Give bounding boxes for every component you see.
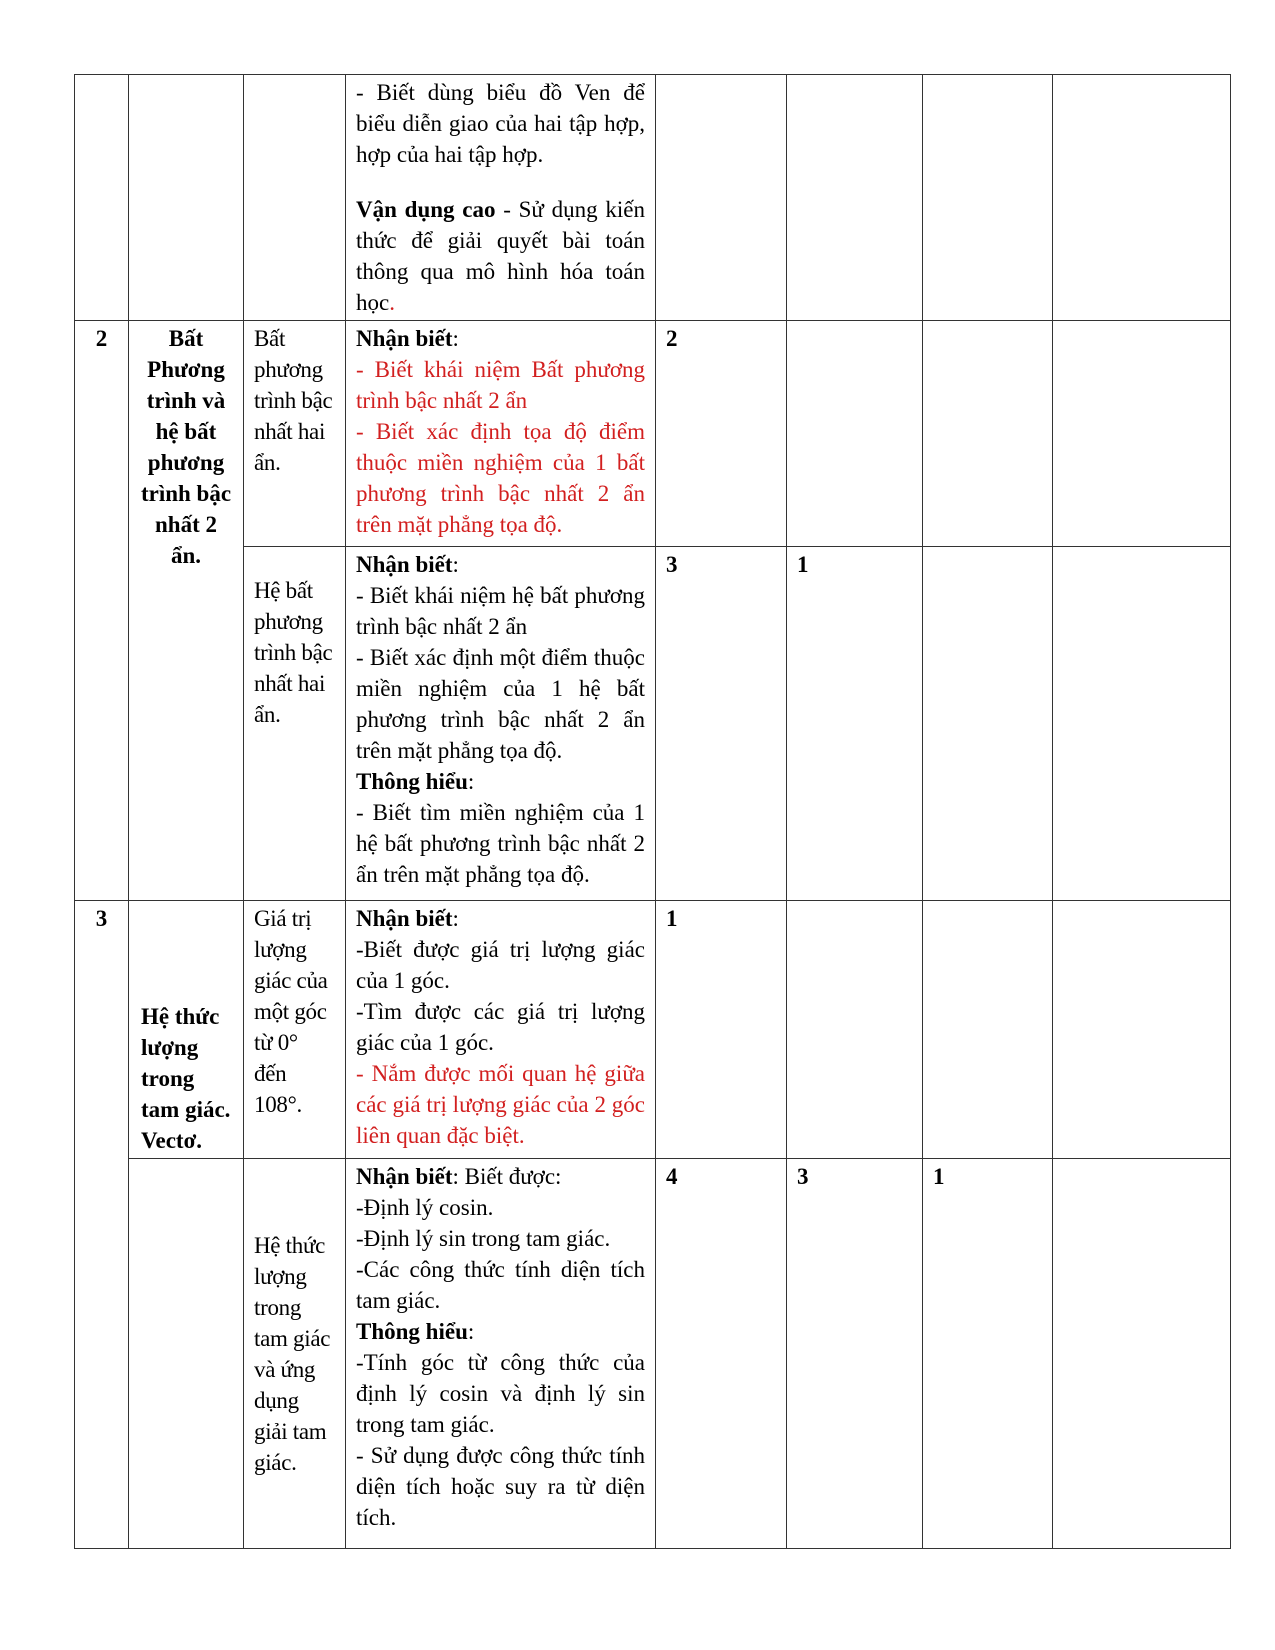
content-line: -Tìm được các giá trị lượng giác của 1 góc. xyxy=(356,999,645,1055)
level-label: Nhận biết xyxy=(356,1164,453,1189)
level-label: Thông hiểu xyxy=(356,1319,468,1344)
count-van-dung xyxy=(923,901,1053,1159)
content-cell xyxy=(346,547,656,901)
content-line: - Biết khái niệm Bất phương trình bậc nhất 2 ẩn xyxy=(356,357,645,413)
content-line: - Biết dùng biểu đồ Ven để biểu diễn giao của hai tập hợp, hợp của hai tập hợp. xyxy=(356,80,645,167)
topic-cell xyxy=(129,1159,244,1549)
table-row xyxy=(75,547,1231,901)
count-cell xyxy=(787,75,923,321)
count-nhan-biet: 1 xyxy=(656,901,787,1159)
unit-cell xyxy=(244,75,346,321)
content-cell xyxy=(346,901,656,1159)
content-line xyxy=(356,549,645,580)
count-nhan-biet: 2 xyxy=(656,321,787,547)
unit-name: Bất phương trình bậc nhất hai ẩn. xyxy=(244,321,346,547)
table-row xyxy=(75,1159,1231,1549)
content-line: -Định lý sin trong tam giác. xyxy=(356,1226,611,1251)
section-topic: Bất Phương trình và hệ bất phương trình bậc nhất 2 ẩn. xyxy=(129,321,244,901)
topic-cell xyxy=(129,75,244,321)
content-line xyxy=(356,903,645,934)
level-label: Nhận biết xyxy=(356,906,453,931)
content-line: - Biết khái niệm hệ bất phương trình bậc nhất 2 ẩn xyxy=(356,583,645,639)
table-row xyxy=(75,75,1231,321)
level-label: Thông hiểu xyxy=(356,769,468,794)
content-line: -Các công thức tính diện tích tam giác. xyxy=(356,1257,645,1313)
count-cell xyxy=(656,75,787,321)
level-colon: : xyxy=(452,552,459,577)
count-cell xyxy=(1053,75,1231,321)
level-label: Nhận biết xyxy=(356,326,453,351)
content-line xyxy=(356,1161,645,1192)
content-cell xyxy=(346,1159,656,1549)
count-thong-hieu xyxy=(787,901,923,1159)
count-thong-hieu: 3 xyxy=(787,1159,923,1549)
level-colon: : xyxy=(452,326,459,351)
level-colon: : xyxy=(467,769,475,794)
count-van-dung xyxy=(923,547,1053,901)
content-line: - Biết tìm miền nghiệm của 1 hệ bất phương trình bậc nhất 2 ẩn trên mặt phẳng tọa độ. xyxy=(356,800,645,887)
content-line xyxy=(356,323,645,354)
level-colon: : xyxy=(467,1319,475,1344)
content-line xyxy=(356,1316,645,1347)
content-line: - Nắm được mối quan hệ giữa các giá trị lượng giác của 2 góc liên quan đặc biệt. xyxy=(356,1061,645,1148)
number-cell xyxy=(75,75,129,321)
content-line: - Biết xác định tọa độ điểm thuộc miền nghiệm của 1 bất phương trình bậc nhất 2 ẩn trên mặt phẳng tọa độ. xyxy=(356,419,645,537)
count-van-dung-cao xyxy=(1053,1159,1231,1549)
unit-name xyxy=(244,1159,346,1549)
section-number: 3 xyxy=(75,901,129,1549)
level-label: Nhận biết xyxy=(356,552,453,577)
content-cell xyxy=(346,75,656,321)
section-topic: Hệ thức lượng trong tam giác. Vectơ. xyxy=(129,901,244,1159)
unit-name-text: Hệ bất phương trình bậc nhất hai ẩn. xyxy=(254,578,333,727)
unit-name: Giá trị lượng giác của một góc từ 0° đến 108°. xyxy=(244,901,346,1159)
count-van-dung-cao xyxy=(1053,901,1231,1159)
unit-name-text: Hệ thức lượng trong tam giác và ứng dụng giải tam giác. xyxy=(254,1232,331,1475)
content-cell xyxy=(346,321,656,547)
content-line xyxy=(356,766,645,797)
level-text: - Sử dụng kiến thức để giải quyết bài toán thông qua mô hình hóa toán học xyxy=(356,197,645,315)
content-line xyxy=(356,194,645,318)
content-line: -Biết được giá trị lượng giác của 1 góc. xyxy=(356,937,645,993)
content-line: -Định lý cosin. xyxy=(356,1195,494,1220)
level-colon: : xyxy=(452,906,459,931)
content-line: - Sử dụng được công thức tính diện tích hoặc suy ra từ diện tích. xyxy=(356,1443,645,1530)
level-end: . xyxy=(389,290,395,315)
count-van-dung-cao xyxy=(1053,321,1231,547)
level-rest: : Biết được: xyxy=(452,1164,562,1189)
table-row xyxy=(75,901,1231,1159)
level-label: Vận dụng cao xyxy=(356,197,496,222)
count-van-dung xyxy=(923,321,1053,547)
count-van-dung: 1 xyxy=(923,1159,1053,1549)
unit-name xyxy=(244,547,346,901)
content-line: -Tính góc từ công thức của định lý cosin và định lý sin trong tam giác. xyxy=(356,1350,645,1437)
count-nhan-biet: 4 xyxy=(656,1159,787,1549)
count-van-dung-cao xyxy=(1053,547,1231,901)
matrix-table xyxy=(74,74,1231,1549)
count-nhan-biet: 3 xyxy=(656,547,787,901)
count-thong-hieu: 1 xyxy=(787,547,923,901)
table-row xyxy=(75,321,1231,547)
section-number: 2 xyxy=(75,321,129,901)
count-thong-hieu xyxy=(787,321,923,547)
count-cell xyxy=(923,75,1053,321)
content-line: - Biết xác định một điểm thuộc miền nghiệm của 1 hệ bất phương trình bậc nhất 2 ẩn trên mặt phẳng tọa độ. xyxy=(356,645,645,763)
